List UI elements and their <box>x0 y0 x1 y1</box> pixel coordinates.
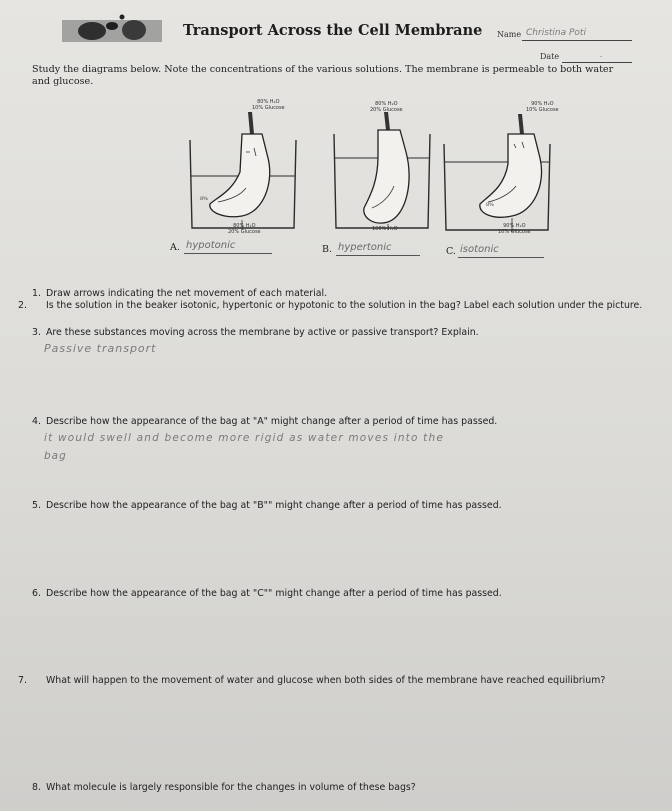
diagram-b-answer: hypertonic <box>338 242 392 253</box>
question-8: 8. What molecule is largely responsible for the changes in volume of these bags? <box>32 782 416 793</box>
diagram-a-letter: A. <box>170 242 180 253</box>
name-label: Name <box>497 30 522 39</box>
diagram-b-letter: B. <box>322 244 333 255</box>
question-3: 3. Are these substances moving across the membrane by active or passive transport? Explain. <box>32 327 479 338</box>
date-line[interactable] <box>562 62 632 63</box>
diagram-c-beaker-concentration: 90% H₂O 10% Glucose <box>498 223 531 235</box>
diagram-a-beaker-icon <box>188 112 298 230</box>
question-1: 1. Draw arrows indicating the net movement of each material. <box>32 288 328 299</box>
question-4: 4. Describe how the appearance of the bag at "A" might change after a period of time has passed. <box>32 416 498 427</box>
diagram-c-answer-line[interactable] <box>458 257 544 258</box>
date-label: Date <box>540 52 560 61</box>
diagram-a-answer-line[interactable] <box>184 253 272 254</box>
diagram-a-bag-concentration: 80% H₂O 10% Glucose <box>252 99 285 111</box>
diagram-c-beaker-icon <box>442 114 552 232</box>
question-4-answer-line2: bag <box>44 450 67 462</box>
question-3-answer: Passive transport <box>44 342 157 355</box>
name-line[interactable] <box>522 40 632 41</box>
question-6: 6. Describe how the appearance of the bag at "C"" might change after a period of time has passed. <box>32 588 502 599</box>
question-4-answer-line1: it would swell and become more rigid as water moves into the <box>44 432 444 444</box>
svg-text:8%: 8% <box>200 196 208 202</box>
date-value: . <box>600 50 603 60</box>
diagram-c-answer: isotonic <box>460 244 499 255</box>
diagram-b-beaker-icon <box>332 112 432 230</box>
diagram-b-beaker-concentration: 100% H₂O <box>372 226 398 232</box>
diagram-area <box>160 100 620 260</box>
question-5: 5. Describe how the appearance of the bag at "B"" might change after a period of time has passed. <box>32 500 502 511</box>
diagram-c-letter: C. <box>446 246 456 257</box>
diagram-a-beaker-concentration: 80% H₂O 20% Glucose <box>228 223 261 235</box>
diagram-b-answer-line[interactable] <box>336 255 420 256</box>
svg-text:8%: 8% <box>486 202 494 208</box>
diagram-c-bag-concentration: 90% H₂O 10% Glucose <box>526 101 559 113</box>
question-7: 7. What will happen to the movement of water and glucose when both sides of the membrane have reached equilibrium? <box>18 675 606 686</box>
diagram-a-answer: hypotonic <box>186 240 236 251</box>
instructions: Study the diagrams below. Note the concentrations of the various solutions. The membrane is permeable to both water and glucose. <box>32 64 614 87</box>
question-2: 2. Is the solution in the beaker isotonic, hypertonic or hypotonic to the solution in the bag? Label each solution under the picture. <box>18 300 643 311</box>
page-title: Transport Across the Cell Membrane <box>183 22 483 39</box>
cell-logo-icon <box>62 14 162 44</box>
name-value: Christina Poti <box>526 28 586 38</box>
diagram-b-bag-concentration: 80% H₂O 20% Glucose <box>370 101 403 113</box>
